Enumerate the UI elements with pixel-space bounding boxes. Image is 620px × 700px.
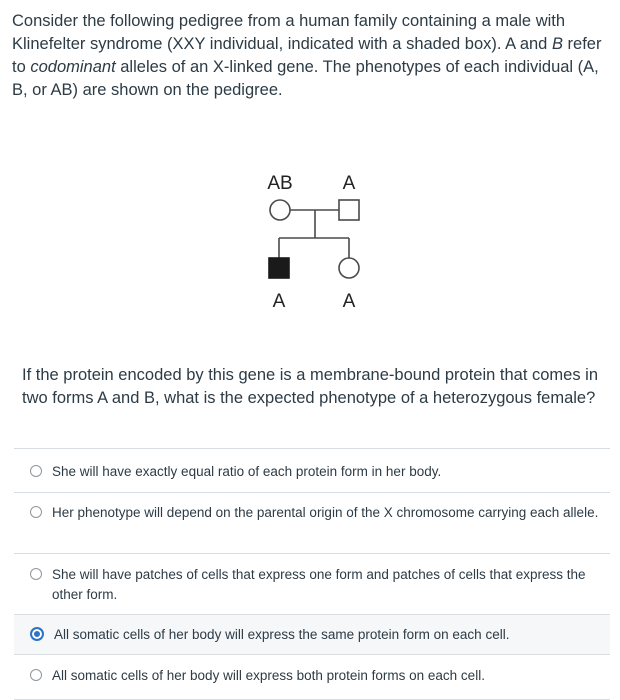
radio-button[interactable] [30,465,42,477]
answer-list [14,448,610,700]
question-text [12,10,608,102]
son-phenotype-label: A [272,291,286,312]
daughter-symbol [339,258,359,278]
question-part-3: alleles of an X-linked gene. The phenotypes of each individual (A, B, or AB) are shown on the pedigree. [12,58,599,99]
father-symbol [339,200,359,220]
pedigree-chart [248,164,378,324]
answer-option-4[interactable] [14,614,610,654]
daughter-phenotype-label: A [342,291,356,312]
answer-option-2[interactable] [14,492,610,553]
question-emphasis-codominant: codominant [30,58,116,76]
mother-symbol [270,200,290,220]
answer-label: All somatic cells of her body will express both protein forms on each cell. [52,668,485,683]
prompt-text: If the protein encoded by this gene is a membrane-bound protein that comes in two forms A and B, what is the expected phenotype of a heterozygous female? [22,366,599,407]
answer-label: Her phenotype will depend on the parental origin of the X chromosome carrying each allele. [52,505,599,520]
answer-option-3[interactable] [14,553,610,614]
mother-phenotype-label: AB [267,173,293,194]
question-part-2: refer to [12,35,602,76]
radio-button-selected[interactable] [30,627,44,641]
radio-button[interactable] [30,669,42,681]
radio-button[interactable] [30,506,42,518]
answer-option-1[interactable] [14,448,610,492]
answer-label: All somatic cells of her body will express the same protein form on each cell. [54,627,510,642]
pedigree-svg [248,164,378,324]
father-phenotype-label: A [342,173,356,194]
radio-button[interactable] [30,568,42,580]
answer-label: She will have exactly equal ratio of each protein form in her body. [52,464,442,479]
question-part-1: Consider the following pedigree from a human family containing a male with Klinefelter syndrome (XXY individual, indicated with a shaded box). A and [12,12,566,53]
question-emphasis-b: B [551,35,563,53]
answer-option-5[interactable] [14,654,610,700]
affected-son-symbol [269,258,289,278]
answer-label: She will have patches of cells that express one form and patches of cells that express the other form. [52,567,586,602]
